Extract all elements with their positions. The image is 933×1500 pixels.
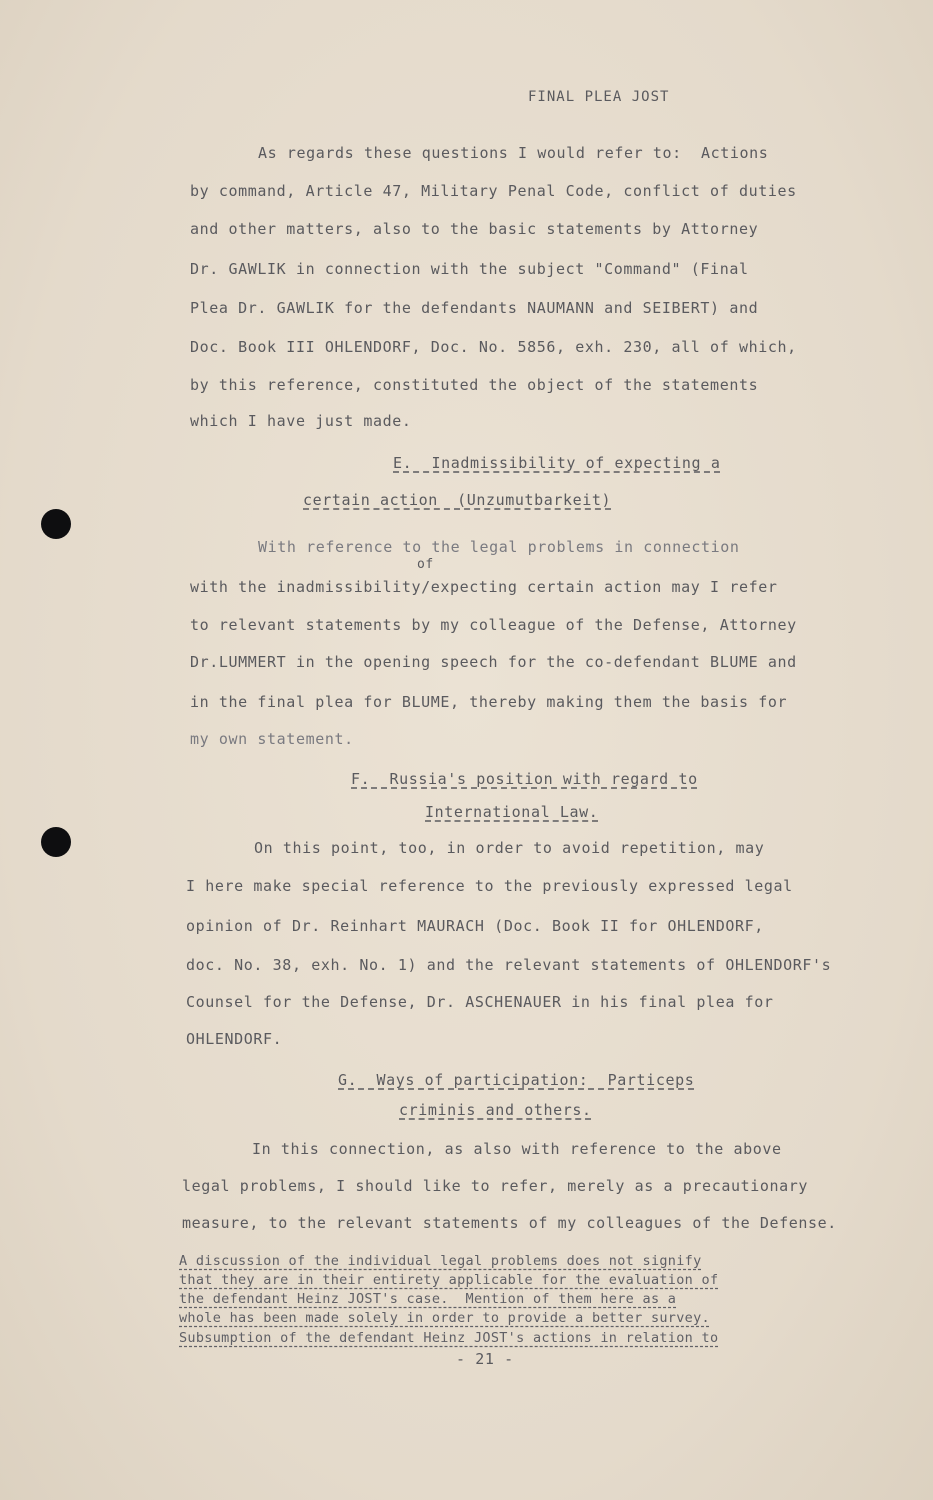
text-line: As regards these questions I would refer to: Actions [258,144,769,162]
text-line: my own statement. [190,730,354,748]
text-line: legal problems, I should like to refer, merely as a precautionary [182,1177,808,1195]
text-line: by command, Article 47, Military Penal Code, conflict of duties [190,182,797,200]
footnote-line: that they are in their entirety applicable for the evaluation of [179,1272,719,1288]
page-title: FINAL PLEA JOST [528,89,670,105]
text-line: opinion of Dr. Reinhart MAURACH (Doc. Book II for OHLENDORF, [186,917,764,935]
interlinear-insertion: of [417,557,434,572]
text-line: On this point, too, in order to avoid repetition, may [254,839,765,857]
text-line: Plea Dr. GAWLIK for the defendants NAUMANN and SEIBERT) and [190,299,759,317]
punch-hole-bottom [41,827,71,857]
footnote-line: Subsumption of the defendant Heinz JOST's actions in relation to [179,1330,719,1346]
text-line: With reference to the legal problems in connection [258,538,740,556]
text-line: OHLENDORF. [186,1030,283,1048]
footnote-line: whole has been made solely in order to provide a better survey. [179,1310,710,1326]
text-line: doc. No. 38, exh. No. 1) and the relevant statements of OHLENDORF's [186,956,832,974]
text-line: Dr. GAWLIK in connection with the subject "Command" (Final [190,260,749,278]
text-line: I here make special reference to the previously expressed legal [186,877,793,895]
text-line: by this reference, constituted the object of the statements [190,376,759,394]
text-line: In this connection, as also with reference to the above [252,1140,782,1158]
text-line: and other matters, also to the basic statements by Attorney [190,220,759,238]
section-heading-g: G. Ways of participation: Particeps [338,1071,695,1089]
section-heading-f-cont: International Law. [425,803,599,821]
text-line: in the final plea for BLUME, thereby making them the basis for [190,693,788,711]
text-line: Counsel for the Defense, Dr. ASCHENAUER in his final plea for [186,993,774,1011]
text-line: which I have just made. [190,412,412,430]
footnote-line: the defendant Heinz JOST's case. Mention of them here as a [179,1291,677,1307]
text-line: measure, to the relevant statements of my colleagues of the Defense. [182,1214,837,1232]
text-line: Dr.LUMMERT in the opening speech for the co-defendant BLUME and [190,653,797,671]
section-heading-f: F. Russia's position with regard to [351,770,698,788]
punch-hole-top [41,509,71,539]
footnote-line: A discussion of the individual legal problems does not signify [179,1253,702,1269]
section-heading-e: E. Inadmissibility of expecting a [393,454,721,472]
page-number: - 21 - [456,1350,514,1368]
text-line: to relevant statements by my colleague of the Defense, Attorney [190,616,797,634]
section-heading-e-cont: certain action (Unzumutbarkeit) [303,491,612,509]
text-line: Doc. Book III OHLENDORF, Doc. No. 5856, exh. 230, all of which, [190,338,797,356]
text-line: with the inadmissibility/expecting certain action may I refer [190,578,778,596]
section-heading-g-cont: criminis and others. [399,1101,592,1119]
